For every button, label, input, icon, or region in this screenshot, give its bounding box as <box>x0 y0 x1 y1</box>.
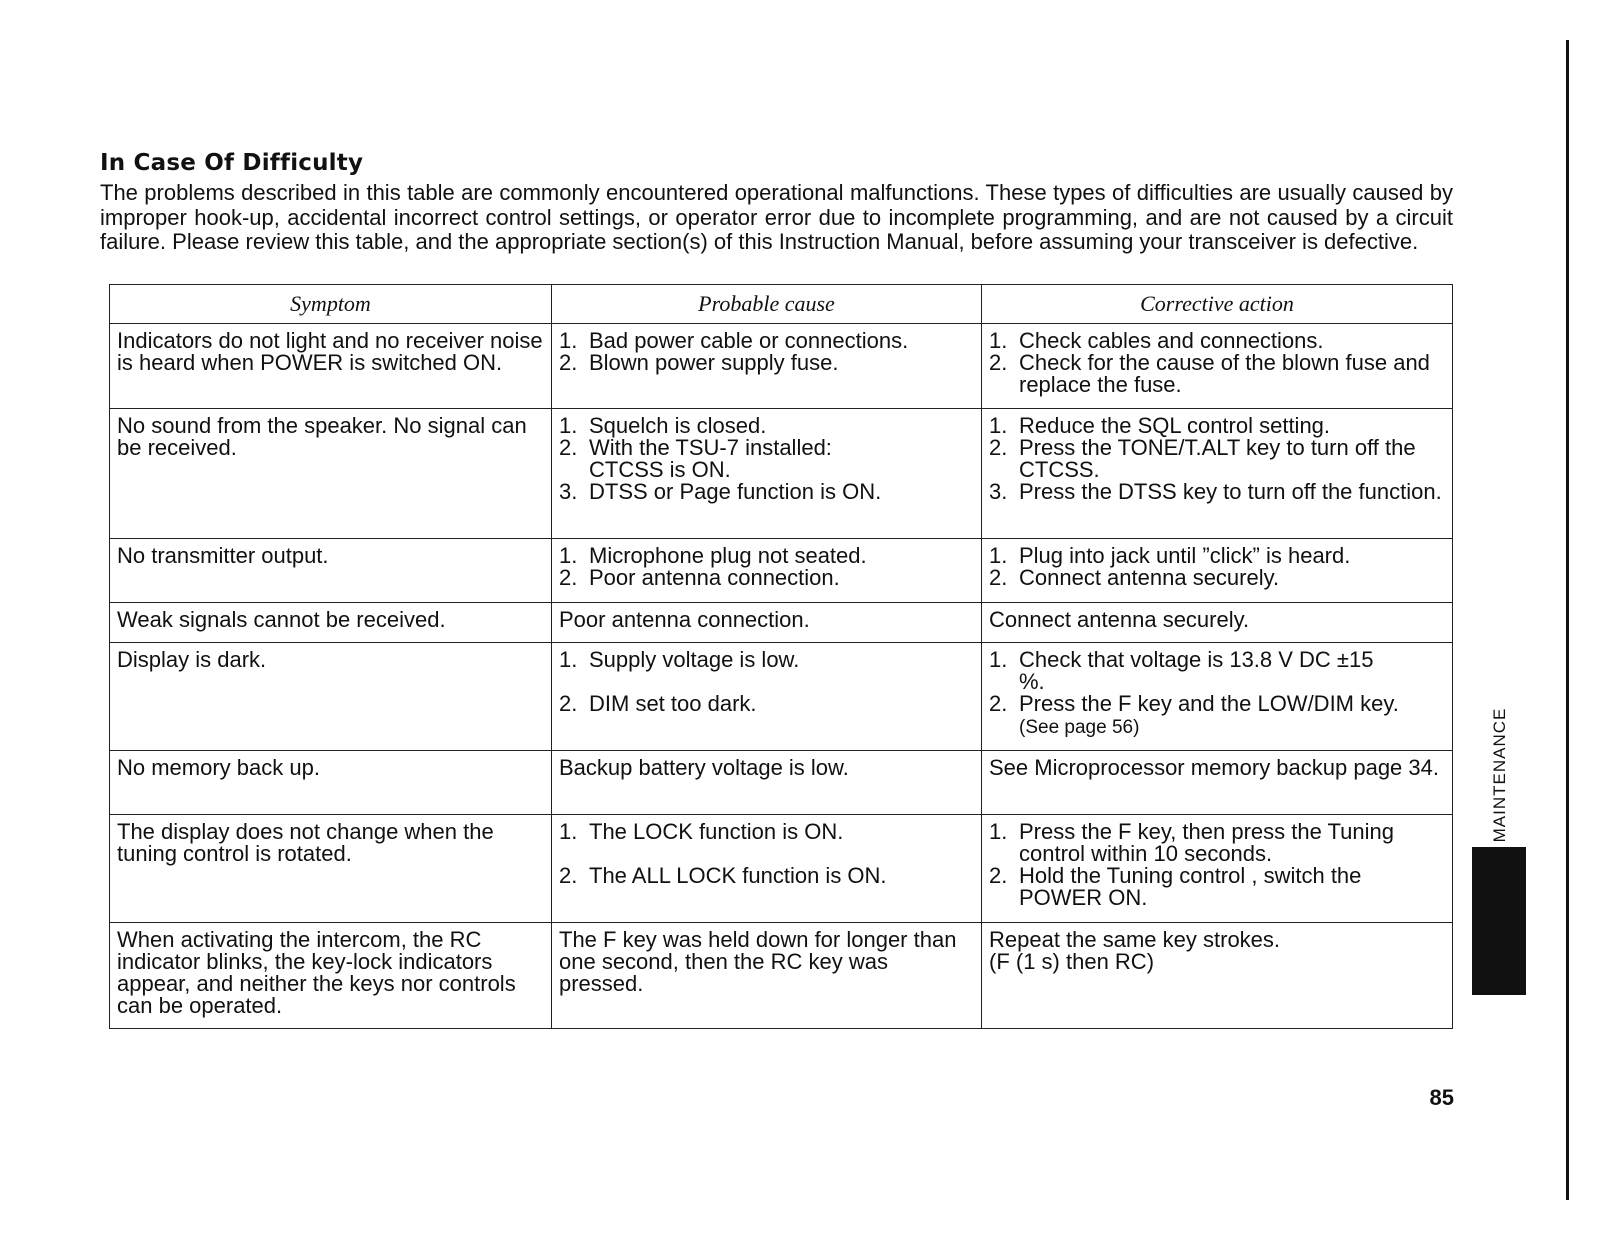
table-row <box>110 751 1453 815</box>
action-cell <box>982 815 1453 923</box>
symptom-cell: Weak signals cannot be received. <box>110 603 552 643</box>
symptom-cell: Display is dark. <box>110 643 552 751</box>
list-item <box>989 693 1444 739</box>
cause-cell <box>552 539 982 603</box>
symptom-cell: When activating the intercom, the RC indicator blinks, the key-lock indicators appear, and neither the keys nor controls can be operated. <box>110 923 552 1029</box>
list-item <box>559 481 973 503</box>
item-text: Plug into jack until ”click” is heard. <box>1019 543 1351 568</box>
page-title: In Case Of Difficulty <box>100 150 364 176</box>
item-number: 2. <box>559 691 578 716</box>
action-cell <box>982 643 1453 751</box>
item-number: 1. <box>559 413 578 438</box>
table-row <box>110 923 1453 1029</box>
item-number: 1. <box>559 543 578 568</box>
table-row <box>110 539 1453 603</box>
action-cell: Repeat the same key strokes. (F (1 s) then RC) <box>982 923 1453 1029</box>
item-number: 1. <box>559 819 578 844</box>
item-text: Check that voltage is 13.8 V DC ±15 %. <box>1019 647 1374 694</box>
action-cell: See Microprocessor memory backup page 34. <box>982 751 1453 815</box>
list-item <box>989 865 1444 909</box>
item-text: Press the DTSS key to turn off the function. <box>1019 479 1442 504</box>
item-number: 3. <box>989 479 1008 504</box>
item-text: Poor antenna connection. <box>589 565 840 590</box>
table-row <box>110 409 1453 539</box>
header-probable-cause: Probable cause <box>552 285 982 324</box>
list-item <box>559 545 973 567</box>
cause-cell <box>552 409 982 539</box>
item-text: Hold the Tuning control , switch the POWER ON. <box>1019 863 1362 910</box>
item-number: 1. <box>559 647 578 672</box>
item-text: Check cables and connections. <box>1019 328 1324 353</box>
cause-cell <box>552 324 982 409</box>
item-text: DIM set too dark. <box>589 691 757 716</box>
item-number: 1. <box>989 647 1008 672</box>
item-text: Check for the cause of the blown fuse and replace the fuse. <box>1019 350 1430 397</box>
symptom-cell: No sound from the speaker. No signal can be received. <box>110 409 552 539</box>
item-text: Blown power supply fuse. <box>589 350 839 375</box>
symptom-cell: No memory back up. <box>110 751 552 815</box>
troubleshooting-table <box>109 284 1453 1029</box>
list-item <box>559 693 973 715</box>
item-text: Press the TONE/T.ALT key to turn off the CTCSS. <box>1019 435 1416 482</box>
list-item <box>989 330 1444 352</box>
action-cell: Connect antenna securely. <box>982 603 1453 643</box>
header-corrective-action: Corrective action <box>982 285 1453 324</box>
item-number: 2. <box>559 350 578 375</box>
item-number: 3. <box>559 479 578 504</box>
item-number: 2. <box>989 435 1008 460</box>
list-item <box>559 437 973 481</box>
item-number: 2. <box>559 863 578 888</box>
cause-cell: Backup battery voltage is low. <box>552 751 982 815</box>
table-row <box>110 324 1453 409</box>
list-item <box>559 649 973 671</box>
page-reference-note: (See page 56) <box>1019 717 1140 738</box>
table-row <box>110 815 1453 923</box>
item-text: Connect antenna securely. <box>1019 565 1280 590</box>
action-cell <box>982 409 1453 539</box>
cause-cell <box>552 643 982 751</box>
action-cell <box>982 539 1453 603</box>
item-text: Squelch is closed. <box>589 413 767 438</box>
list-item <box>559 330 973 352</box>
intro-paragraph: The problems described in this table are commonly encountered operational malfunctions. These types of difficulties are usually caused by improper hook-up, accidental incorrect control settings, or operator error due to incomplete programming, and are not caused by a circuit failure. Please review this table, and the appropriate section(s) of this Instruction Manual, before assuming your transceiver is defective. <box>100 180 1453 254</box>
cause-cell: The F key was held down for longer than one second, then the RC key was pressed. <box>552 923 982 1029</box>
symptom-cell: No transmitter output. <box>110 539 552 603</box>
list-item <box>989 352 1444 396</box>
symptom-cell: Indicators do not light and no receiver noise is heard when POWER is switched ON. <box>110 324 552 409</box>
list-item <box>559 865 973 887</box>
item-number: 1. <box>989 413 1008 438</box>
item-number: 2. <box>989 565 1008 590</box>
item-number: 2. <box>989 863 1008 888</box>
list-item <box>989 567 1444 589</box>
list-item <box>559 415 973 437</box>
list-item <box>559 352 973 374</box>
item-text: Microphone plug not seated. <box>589 543 867 568</box>
item-number: 1. <box>989 543 1008 568</box>
item-text: DTSS or Page function is ON. <box>589 479 882 504</box>
list-item <box>559 567 973 589</box>
table-row <box>110 643 1453 751</box>
header-symptom: Symptom <box>110 285 552 324</box>
list-item <box>989 481 1444 503</box>
item-number: 2. <box>559 435 578 460</box>
symptom-cell: The display does not change when the tuning control is rotated. <box>110 815 552 923</box>
list-item <box>559 821 973 843</box>
list-item <box>989 545 1444 567</box>
item-text: Press the F key and the LOW/DIM key. <box>1019 691 1399 716</box>
item-number: 1. <box>989 328 1008 353</box>
section-label: MAINTENANCE <box>1490 707 1509 843</box>
action-cell <box>982 324 1453 409</box>
item-number: 1. <box>989 819 1008 844</box>
item-text: With the TSU-7 installed: CTCSS is ON. <box>589 435 832 482</box>
item-number: 2. <box>989 691 1008 716</box>
item-text: Reduce the SQL control setting. <box>1019 413 1331 438</box>
list-item <box>989 821 1444 865</box>
item-text: Supply voltage is low. <box>589 647 800 672</box>
section-tab-marker <box>1472 847 1526 995</box>
table-row <box>110 603 1453 643</box>
item-text: The LOCK function is ON. <box>589 819 844 844</box>
list-item <box>989 649 1444 693</box>
item-number: 2. <box>989 350 1008 375</box>
page-number: 85 <box>1429 1085 1454 1110</box>
item-text: The ALL LOCK function is ON. <box>589 863 887 888</box>
cause-cell: Poor antenna connection. <box>552 603 982 643</box>
item-number: 2. <box>559 565 578 590</box>
item-number: 1. <box>559 328 578 353</box>
page-edge-rule <box>1566 40 1569 1200</box>
item-text: Bad power cable or connections. <box>589 328 909 353</box>
list-item <box>989 415 1444 437</box>
list-item <box>989 437 1444 481</box>
table-header-row <box>110 285 1453 324</box>
item-text: Press the F key, then press the Tuning control within 10 seconds. <box>1019 819 1395 866</box>
cause-cell <box>552 815 982 923</box>
